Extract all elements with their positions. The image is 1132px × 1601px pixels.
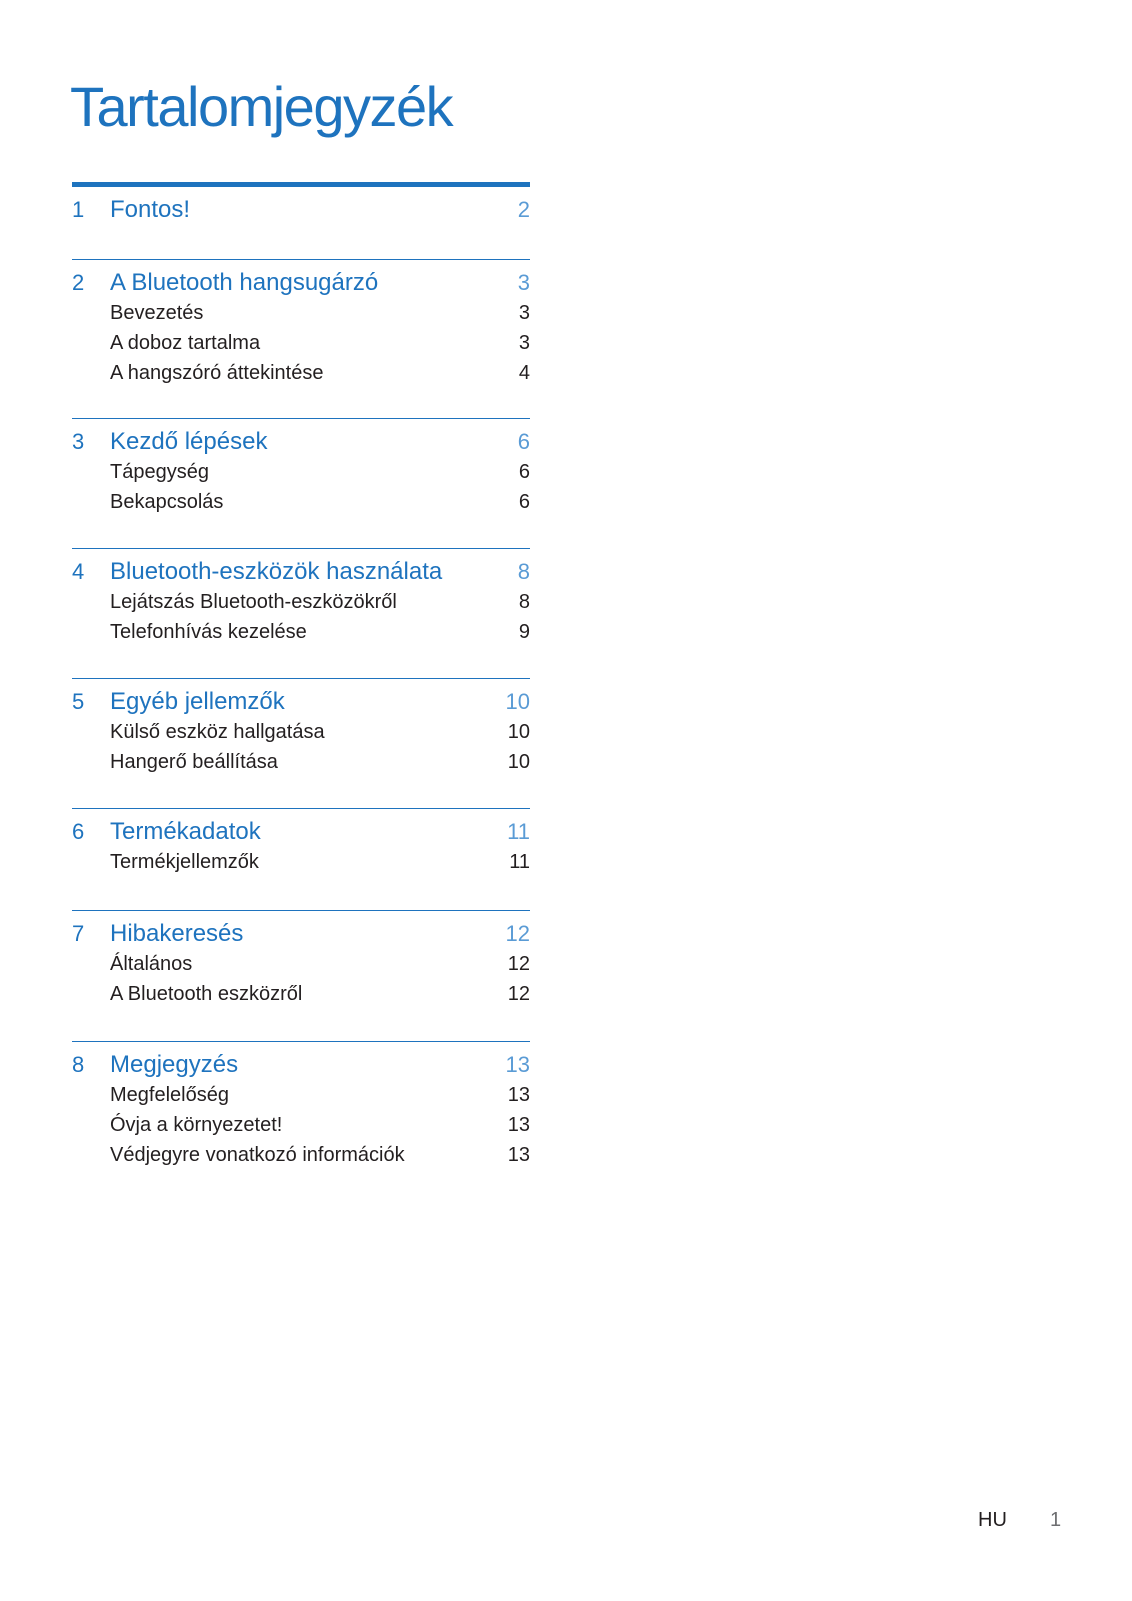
toc-item[interactable] [72,1110,530,1140]
toc-section [72,548,530,678]
item-label[interactable]: Tápegység [110,461,209,483]
item-label[interactable]: Védjegyre vonatkozó információk [110,1144,405,1166]
section-page: 8 [517,559,530,584]
item-page: 4 [518,362,530,384]
toc-section [72,678,530,808]
item-label[interactable]: Telefonhívás kezelése [110,621,307,643]
section-page: 10 [505,689,530,714]
item-page: 6 [518,461,530,483]
page-number: 1 [1050,1509,1062,1531]
section-page: 11 [507,819,530,844]
language-code: HU [978,1509,1007,1531]
item-label[interactable]: Megfelelőség [110,1084,229,1106]
toc-heading[interactable] [72,687,530,717]
item-label[interactable]: Lejátszás Bluetooth-eszközökről [110,591,397,613]
page-footer [978,1505,1068,1535]
section-page: 12 [505,921,530,946]
toc-item[interactable] [72,298,530,328]
section-number: 3 [72,429,85,454]
item-page: 13 [507,1114,530,1136]
toc-item[interactable] [72,847,530,877]
toc-heading[interactable] [72,919,530,949]
item-page: 3 [518,332,530,354]
section-number: 5 [72,689,85,714]
item-page: 13 [507,1144,530,1166]
table-of-contents [72,182,530,1181]
toc-heading[interactable] [72,195,530,225]
toc-section [72,182,530,259]
item-label[interactable]: A Bluetooth eszközről [110,983,303,1005]
section-number: 1 [72,197,85,222]
section-title[interactable]: Kezdő lépések [110,428,268,455]
item-page: 9 [518,621,530,643]
item-label[interactable]: Hangerő beállítása [110,751,278,773]
toc-section [72,1041,530,1181]
toc-section [72,259,530,418]
toc-item[interactable] [72,617,530,647]
toc-item[interactable] [72,1140,530,1170]
section-number: 8 [72,1052,85,1077]
item-page: 10 [507,751,530,773]
toc-item[interactable] [72,949,530,979]
section-page: 2 [517,197,530,222]
toc-section [72,910,530,1041]
section-page: 6 [517,429,530,454]
item-label[interactable]: Külső eszköz hallgatása [110,721,325,743]
toc-heading[interactable] [72,817,530,847]
section-number: 7 [72,921,85,946]
toc-heading[interactable] [72,557,530,587]
item-label[interactable]: Bevezetés [110,302,204,324]
item-label[interactable]: Termékjellemzők [110,851,259,873]
section-title[interactable]: Megjegyzés [110,1051,239,1078]
toc-item[interactable] [72,328,530,358]
toc-item[interactable] [72,1080,530,1110]
toc-heading[interactable] [72,268,530,298]
item-label[interactable]: Bekapcsolás [110,491,224,513]
item-page: 8 [518,591,530,613]
item-page: 6 [518,491,530,513]
section-title[interactable]: Hibakeresés [110,920,244,947]
item-page: 13 [507,1084,530,1106]
item-label[interactable]: Általános [110,953,193,975]
section-number: 4 [72,559,85,584]
toc-section [72,808,530,910]
item-label[interactable]: A doboz tartalma [110,332,261,354]
section-title[interactable]: Termékadatok [110,818,261,845]
page-title: Tartalomjegyzék [70,75,453,138]
item-page: 12 [507,983,530,1005]
item-page: 10 [507,721,530,743]
section-title[interactable]: Bluetooth-eszközök használata [110,558,443,585]
item-label[interactable]: Óvja a környezetet! [110,1114,283,1136]
item-page: 3 [518,302,530,324]
section-page: 3 [517,270,530,295]
toc-section [72,418,530,548]
section-number: 6 [72,819,85,844]
section-title[interactable]: Egyéb jellemzők [110,688,285,715]
section-title[interactable]: A Bluetooth hangsugárzó [110,269,379,296]
section-title[interactable]: Fontos! [110,196,191,223]
toc-item[interactable] [72,457,530,487]
toc-item[interactable] [72,487,530,517]
toc-heading[interactable] [72,427,530,457]
item-label[interactable]: A hangszóró áttekintése [110,362,324,384]
toc-item[interactable] [72,747,530,777]
toc-item[interactable] [72,358,530,388]
section-page: 13 [505,1052,530,1077]
toc-item[interactable] [72,587,530,617]
item-page: 11 [509,851,530,873]
toc-item[interactable] [72,717,530,747]
toc-item[interactable] [72,979,530,1009]
item-page: 12 [507,953,530,975]
section-number: 2 [72,270,85,295]
toc-heading[interactable] [72,1050,530,1080]
